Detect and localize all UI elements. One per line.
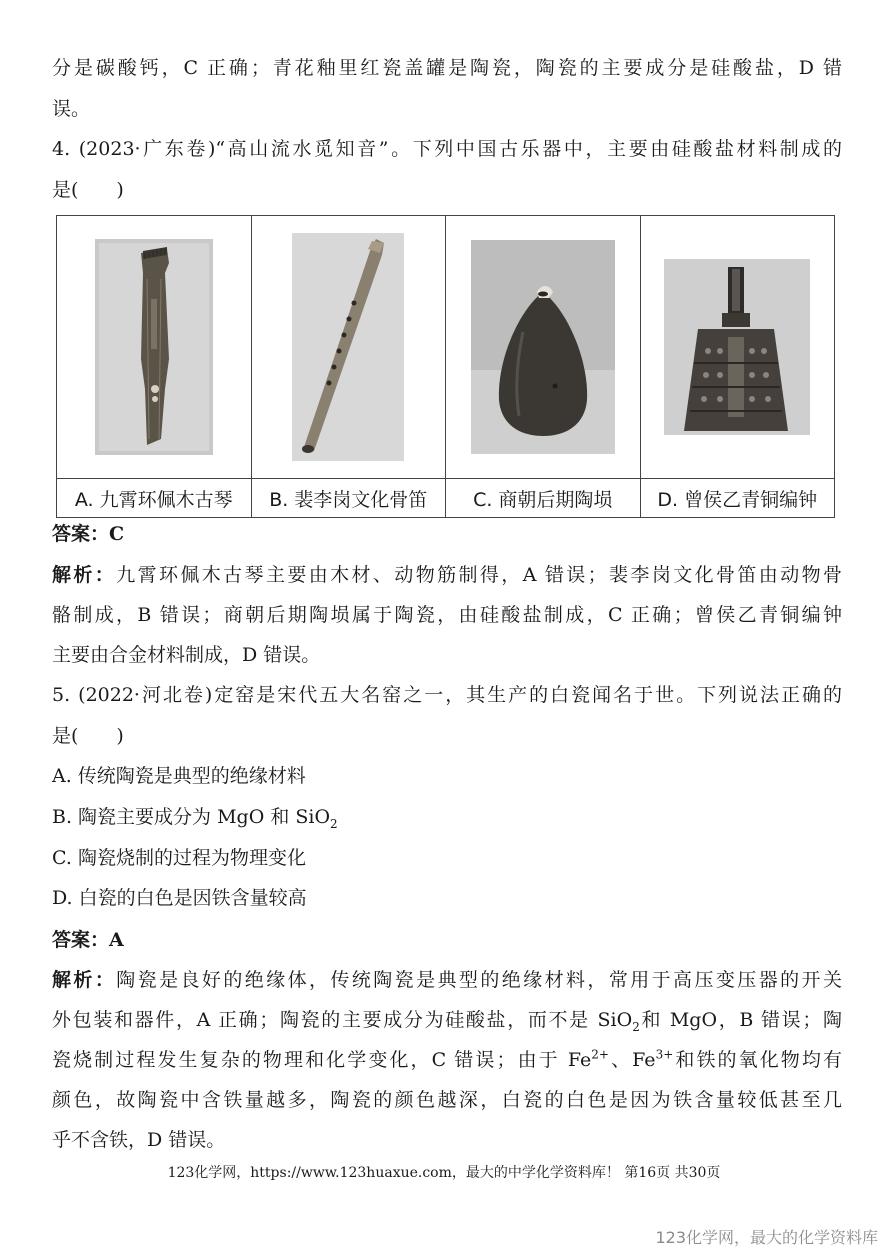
option-d-label: D. 曾侯乙青铜编钟: [640, 479, 835, 518]
analysis-text: 外包装和器件，A 正确；陶瓷的主要成分为硅酸盐，而不是 SiO: [52, 1009, 633, 1031]
analysis-text: 和 MgO，B 错误；陶: [639, 1009, 842, 1031]
page-footer: 123化学网，https://www.123huaxue.com，最大的中学化学资料库！ 第16页 共30页: [167, 1165, 721, 1181]
superscript: 2+: [591, 1047, 609, 1062]
site-watermark: 123化学网，最大的化学资料库: [655, 1228, 878, 1247]
q4-answer: [52, 520, 842, 548]
q4-analysis-line-1: [52, 561, 842, 589]
q4-analysis-line-2: 骼制成，B 错误；商朝后期陶埙属于陶瓷，由硅酸盐制成，C 正确；曾侯乙青铜编钟: [52, 604, 842, 626]
analysis-text: 瓷烧制过程发生复杂的物理和化学变化，C 错误；由于 Fe: [52, 1049, 592, 1071]
q5-stem-line-2: 是( ): [52, 725, 124, 747]
q5-analysis-line-1: [52, 966, 842, 994]
analysis-text: 和铁的氧化物均有: [673, 1049, 842, 1071]
subscript: 2: [330, 816, 338, 831]
q4-options-table: [56, 215, 835, 518]
option-c-label: C. 商朝后期陶埙: [446, 479, 641, 518]
analysis-text: 、Fe: [608, 1049, 656, 1071]
answer-label: 答案：: [52, 523, 110, 545]
bone-flute-image: [292, 233, 404, 461]
analysis-text: 陶瓷是良好的绝缘体，传统陶瓷是典型的绝缘材料，常用于高压变压器的开关: [116, 969, 842, 991]
option-a-label: A. 九霄环佩木古琴: [57, 479, 252, 518]
q4-stem-line-2: 是( ): [52, 179, 124, 201]
q5-analysis-line-2: [52, 1006, 842, 1034]
subscript: 2: [632, 1019, 640, 1034]
option-c-image-cell: [446, 216, 641, 479]
option-b-label: B. 裴李岗文化骨笛: [251, 479, 446, 518]
prev-explanation-line-1: 分是碳酸钙，C 正确；青花釉里红瓷盖罐是陶瓷，陶瓷的主要成分是硅酸盐，D 错: [52, 57, 842, 79]
q5-answer: [52, 926, 842, 954]
analysis-label: 解析：: [52, 564, 117, 586]
prev-explanation-line-2: 误。: [52, 98, 91, 120]
q5-option-b-text: B. 陶瓷主要成分为 MgO 和 SiO: [52, 806, 331, 828]
answer-label: 答案：: [52, 929, 110, 951]
q5-option-d: D. 白瓷的白色是因铁含量较高: [52, 887, 307, 909]
analysis-text: 九霄环佩木古琴主要由木材、动物筋制得，A 错误；裴李岗文化骨笛由动物骨: [116, 564, 842, 586]
clay-xun-image: [471, 240, 615, 454]
option-b-image-cell: [251, 216, 446, 479]
q4-stem-line-1: 4. (2023·广东卷)“高山流水觅知音”。下列中国古乐器中，主要由硅酸盐材料制成的: [52, 138, 842, 160]
answer-value: A: [109, 929, 124, 951]
superscript: 3+: [655, 1047, 674, 1062]
analysis-label: 解析：: [52, 969, 117, 991]
q5-analysis-line-5: 乎不含铁，D 错误。: [52, 1129, 226, 1151]
q5-analysis-line-4: 颜色，故陶瓷中含铁量越多，陶瓷的颜色越深，白瓷的白色是因为铁含量较低甚至几: [52, 1089, 842, 1111]
q5-option-b: [52, 803, 842, 831]
q5-option-a: A. 传统陶瓷是典型的绝缘材料: [52, 765, 306, 787]
option-d-image-cell: [640, 216, 835, 479]
q4-analysis-line-3: 主要由合金材料制成，D 错误。: [52, 644, 321, 666]
q5-analysis-line-3: [52, 1046, 842, 1074]
option-a-image-cell: [57, 216, 252, 479]
q5-stem-line-1: 5. (2022·河北卷)定窑是宋代五大名窑之一，其生产的白瓷闻名于世。下列说法正确的: [52, 684, 842, 706]
answer-value: C: [109, 523, 125, 545]
bronze-bell-image: [664, 259, 810, 435]
q5-option-c: C. 陶瓷烧制的过程为物理变化: [52, 847, 306, 869]
guqin-image: [95, 239, 213, 455]
